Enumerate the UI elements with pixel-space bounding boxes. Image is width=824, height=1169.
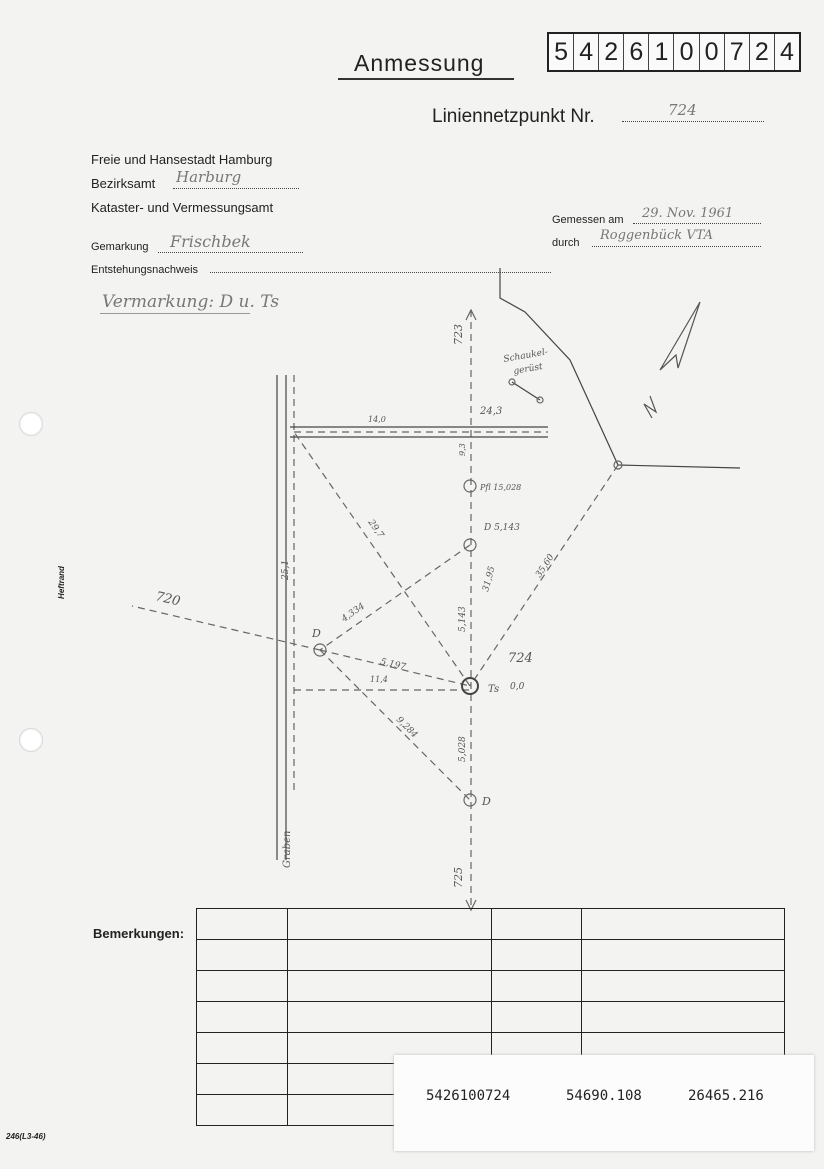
durch-label: durch: [552, 237, 580, 249]
form-code: 246(L3-46): [6, 1132, 46, 1141]
form-title: Anmessung: [354, 50, 485, 76]
tie-line: [294, 432, 470, 686]
liniennetzpunkt-value: 724: [668, 101, 697, 119]
number-digit: 1: [649, 34, 674, 70]
label-720: 720: [154, 589, 182, 610]
table-row: [197, 940, 785, 971]
measure-5-197: 5,197: [379, 657, 407, 673]
entstehungsnachweis-label: Entstehungsnachweis: [91, 264, 199, 276]
measure-29-7: 29,7: [365, 517, 386, 541]
table-cell: [197, 1095, 288, 1126]
table-cell: [288, 971, 492, 1002]
table-cell: [492, 940, 582, 971]
label-geruest: gerüst: [512, 361, 544, 377]
measure-4-334: 4,334: [339, 601, 367, 625]
measure-35-60: 35,60: [534, 552, 557, 580]
table-cell: [492, 971, 582, 1002]
label-d-left: D: [312, 627, 321, 640]
measure-24-3: 24,3: [480, 406, 503, 417]
stamp-point-id: 5426100724: [426, 1088, 511, 1104]
gemessen-value: 29. Nov. 1961: [642, 206, 734, 221]
table-cell: [197, 971, 288, 1002]
bezirksamt-value: Harburg: [176, 168, 242, 186]
stamp-x-coordinate: 54690.108: [566, 1088, 642, 1104]
table-cell: [492, 909, 582, 940]
pfl-point-marker: [464, 480, 476, 492]
table-row: [197, 1002, 785, 1033]
north-arrow-icon: [660, 302, 700, 370]
number-digit: 6: [624, 34, 649, 70]
vermarkung-note: Vermarkung: D u. Ts: [102, 292, 280, 312]
number-digit: 2: [750, 34, 775, 70]
number-digit: 4: [574, 34, 599, 70]
measure-9-284: 9,284: [393, 715, 420, 741]
city-name: Freie und Hansestadt Hamburg: [91, 152, 273, 167]
measure-5-143: 5,143: [458, 606, 468, 632]
table-row: [197, 971, 785, 1002]
table-cell: [197, 1033, 288, 1064]
remarks-label: Bemerkungen:: [93, 926, 185, 941]
number-digit: 7: [725, 34, 750, 70]
label-ts: Ts: [488, 684, 500, 695]
table-cell: [492, 1002, 582, 1033]
tie-line: [320, 650, 470, 800]
label-graben: Graben: [282, 830, 293, 868]
table-cell: [582, 1002, 785, 1033]
binding-margin-label: Heftrand: [56, 566, 66, 599]
coordinate-label: [394, 1055, 814, 1151]
office-name: Kataster- und Vermessungsamt: [91, 200, 274, 215]
direction-line-720: [132, 606, 320, 650]
north-symbol-icon: [644, 396, 656, 418]
label-zero: 0,0: [510, 682, 525, 692]
table-cell: [582, 971, 785, 1002]
table-cell: [288, 1002, 492, 1033]
number-digit: 4: [779, 37, 794, 66]
measure-31-95: 31,95: [481, 565, 498, 593]
gemarkung-label: Gemarkung: [91, 241, 149, 253]
label-724: 724: [508, 651, 533, 666]
liniennetzpunkt-label: Liniennetzpunkt Nr.: [432, 106, 595, 127]
label-schaukel: Schaukel-: [502, 347, 549, 365]
table-cell: [582, 909, 785, 940]
number-digit: 0: [700, 34, 725, 70]
number-digit: 2: [599, 34, 624, 70]
label-d-5143: D 5,143: [484, 523, 520, 533]
label-725: 725: [452, 867, 465, 888]
number-digit: 5: [549, 34, 574, 70]
measure-14-0: 14,0: [368, 415, 386, 424]
table-cell: [197, 1064, 288, 1095]
table-cell: [288, 940, 492, 971]
table-cell: [197, 909, 288, 940]
bezirksamt-label: Bezirksamt: [91, 176, 156, 191]
number-digit: 0: [674, 34, 699, 70]
table-cell: [288, 909, 492, 940]
durch-value: Roggenbück VTA: [600, 228, 714, 243]
label-723: 723: [452, 324, 465, 345]
table-cell: [197, 1002, 288, 1033]
stamp-y-coordinate: 26465.216: [688, 1088, 764, 1104]
measure-11-4: 11,4: [370, 675, 388, 684]
measure-25-1: 25,1: [281, 559, 291, 580]
tie-line: [320, 545, 470, 650]
label-pfl: Pfl 15,028: [480, 483, 522, 492]
table-cell: [197, 940, 288, 971]
gemessen-label: Gemessen am: [552, 214, 624, 226]
d-point-marker: [464, 794, 476, 806]
table-row: [197, 909, 785, 940]
table-cell: [582, 940, 785, 971]
swing-frame-line: [512, 382, 540, 400]
label-d-bottom: D: [482, 795, 491, 808]
gemarkung-value: Frischbek: [170, 232, 251, 251]
measure-5-028: 5,028: [458, 736, 468, 762]
measure-9-3: 9,3: [458, 443, 467, 456]
